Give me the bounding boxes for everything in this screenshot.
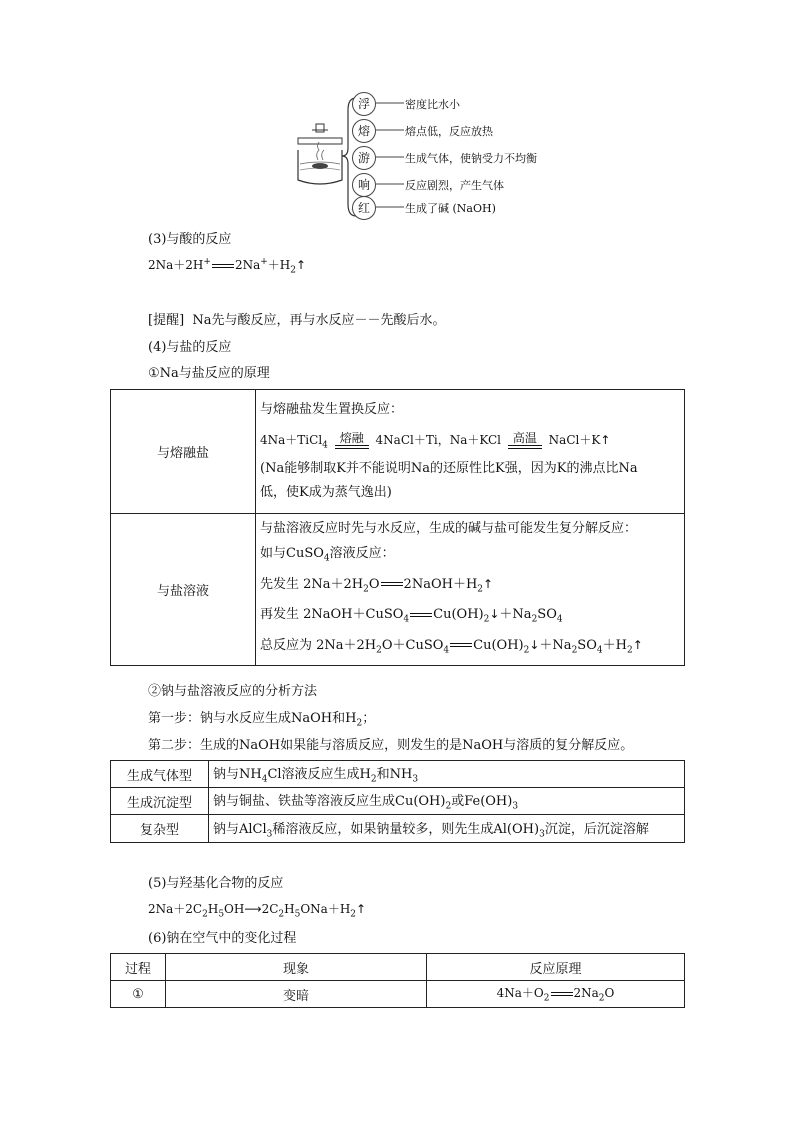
mnemo-text-1: 密度比水小 <box>405 98 460 111</box>
mnemo-char-3: 游 <box>352 146 376 170</box>
table-row <box>111 761 685 788</box>
row-label-molten: 与熔融盐 <box>111 390 256 514</box>
table-row <box>111 815 685 843</box>
table-row <box>111 788 685 815</box>
molten-line1: 与熔融盐发生置换反应： <box>260 401 404 417</box>
cell-phenomenon: 变暗 <box>166 981 427 1008</box>
molten-equations: 4Na＋TiCl$_4$ 熔融 4NaCl＋Ti，Na＋KCl 高温 NaCl＋K↑ <box>260 430 611 451</box>
mnemo-text-5: 生成了碱 (NaOH) <box>405 202 496 215</box>
sec4-heading: (4)与盐的反应 <box>148 340 232 355</box>
type-complex: 复杂型 <box>111 815 209 843</box>
mnemo-text-3: 生成气体，使钠受力不均衡 <box>405 152 537 165</box>
table-header-row <box>111 954 685 981</box>
sec5-heading: (5)与羟基化合物的反应 <box>148 876 284 891</box>
header-phenomenon: 现象 <box>166 954 427 981</box>
desc-precipitate: 钠与铜盐、铁盐等溶液反应生成$Cu(OH)_2$或$Fe(OH)_3$ <box>209 788 685 815</box>
table-row <box>111 390 685 514</box>
header-principle: 反应原理 <box>427 954 685 981</box>
air-change-table <box>110 953 685 1008</box>
tip-text: Na先与酸反应，再与水反应－－先酸后水。 <box>192 313 446 328</box>
step1: 第一步：钠与水反应生成NaOH和$H_2$； <box>148 711 376 729</box>
mnemo-char-1: 浮 <box>352 92 376 116</box>
desc-gas: 钠与$NH_4Cl$溶液反应生成$H_2$和$NH_3$ <box>209 761 685 788</box>
table-row <box>111 514 685 666</box>
table-row <box>111 981 685 1008</box>
tip-label: [提醒] <box>148 313 185 328</box>
molten-note2: 低，使K成为蒸气逸出) <box>260 485 392 501</box>
tip <box>148 309 446 328</box>
mnemo-char-4: 响 <box>352 173 376 197</box>
mnemo-char-2: 熔 <box>352 119 376 143</box>
row-label-solution: 与盐溶液 <box>111 514 256 666</box>
sec3-equation: 2Na＋2H+ $2Na^++H_2↑$ <box>148 257 307 276</box>
connector-lines <box>376 92 406 222</box>
row-content-solution <box>256 514 685 666</box>
solution-line3: 先发生 $2Na+2H_2O$ $2NaOH+H_2↑$ <box>260 576 494 595</box>
sec5-equation: $2Na+2C_2H_5OH⟶2C_2H_5ONa+H_2↑$ <box>148 902 367 920</box>
header-step: 过程 <box>111 954 166 981</box>
cell-principle: $4Na+O_2$ $2Na_2O$ <box>427 981 685 1008</box>
molten-note1: (Na能够制取K并不能说明Na的还原性比K强，因为K的沸点比Na <box>260 461 638 477</box>
row-content-molten <box>256 390 685 514</box>
salt-principle-table <box>110 389 685 666</box>
step2: 第二步：生成的NaOH如果能与溶质反应，则发生的是NaOH与溶质的复分解反应。 <box>148 738 634 753</box>
cell-step: ① <box>111 981 166 1008</box>
mnemo-text-2: 熔点低，反应放热 <box>405 125 493 138</box>
solution-line4: 再发生 2NaOH＋CuSO$_4$ $Cu(OH)_2↓+Na_2SO_4$ <box>260 607 563 625</box>
sec4-sub1: ①Na与盐反应的原理 <box>148 366 270 381</box>
mnemo-text-4: 反应剧烈，产生气体 <box>405 179 504 192</box>
sec3-heading: (3)与酸的反应 <box>148 232 232 247</box>
solution-line2: 如与CuSO$_4$溶液反应： <box>260 546 395 564</box>
reaction-type-table <box>110 760 685 843</box>
type-precipitate: 生成沉淀型 <box>111 788 209 815</box>
mnemo-char-5: 红 <box>352 196 376 220</box>
solution-line1: 与盐溶液反应时先与水反应，生成的碱与盐可能发生复分解反应： <box>260 521 638 536</box>
desc-complex: 钠与AlCl$_3$稀溶液反应，如果钠量较多，则先生成$Al(OH)_3$沉淀，后沉淀溶解 <box>209 815 685 843</box>
sec6-heading: (6)钠在空气中的变化过程 <box>148 931 297 946</box>
type-gas: 生成气体型 <box>111 761 209 788</box>
solution-line5: 总反应为 $2Na+2H_2O+CuSO_4$ $Cu(OH)_2↓+Na_2SO_4+H_2↑$ <box>260 637 643 656</box>
sec4-sub2: ②钠与盐溶液反应的分析方法 <box>148 684 318 699</box>
